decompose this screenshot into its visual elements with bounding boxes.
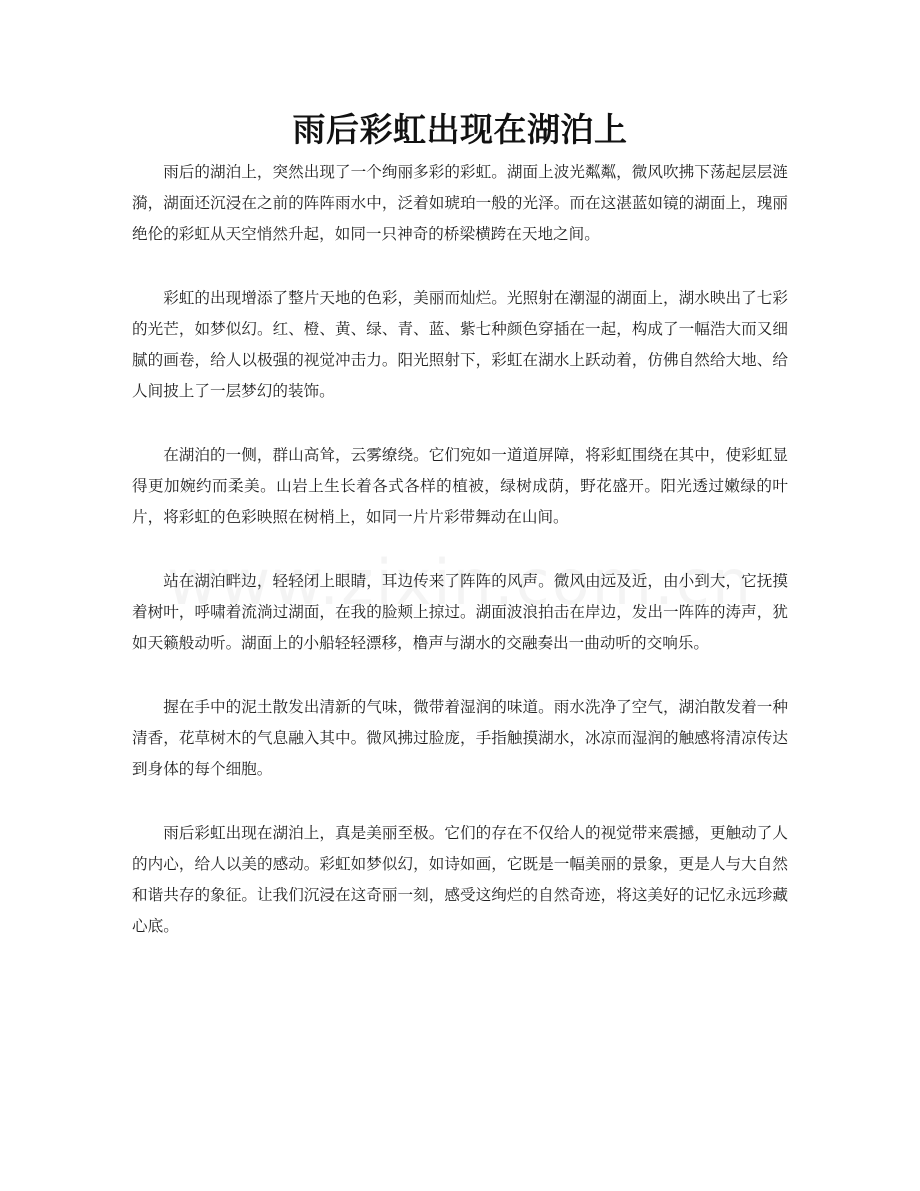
document-title: 雨后彩虹出现在湖泊上 bbox=[292, 110, 628, 149]
document-body bbox=[132, 157, 788, 975]
paragraph: 雨后彩虹出现在湖泊上，真是美丽至极。它们的存在不仅给人的视觉带来震撼，更触动了人的内心，给人以美的感动。彩虹如梦似幻，如诗如画，它既是一幅美丽的景象，更是人与大自然和谐共存的象征。让我们沉浸在这奇丽一刻，感受这绚烂的自然奇迹，将这美好的记忆永远珍藏心底。 bbox=[132, 824, 788, 935]
paragraph: 在湖泊的一侧，群山高耸，云雾缭绕。它们宛如一道道屏障，将彩虹围绕在其中，使彩虹显得更加婉约而柔美。山岩上生长着各式各样的植被，绿树成荫，野花盛开。阳光透过嫩绿的叶片，将彩虹的色彩映照在树梢上，如同一片片彩带舞动在山间。 bbox=[132, 446, 788, 526]
paragraph: 雨后的湖泊上，突然出现了一个绚丽多彩的彩虹。湖面上波光粼粼，微风吹拂下荡起层层涟漪，湖面还沉浸在之前的阵阵雨水中，泛着如琥珀一般的光泽。而在这湛蓝如镜的湖面上，瑰丽绝伦的彩虹从天空悄然升起，如同一只神奇的桥梁横跨在天地之间。 bbox=[132, 163, 788, 243]
paragraph: 站在湖泊畔边，轻轻闭上眼睛，耳边传来了阵阵的风声。微风由远及近，由小到大，它抚摸着树叶，呼啸着流淌过湖面，在我的脸颊上掠过。湖面波浪拍击在岸边，发出一阵阵的涛声，犹如天籁般动听。湖面上的小船轻轻漂移，橹声与湖水的交融奏出一曲动听的交响乐。 bbox=[132, 572, 788, 652]
paragraph: 彩虹的出现增添了整片天地的色彩，美丽而灿烂。光照射在潮湿的湖面上，湖水映出了七彩的光芒，如梦似幻。红、橙、黄、绿、青、蓝、紫七种颜色穿插在一起，构成了一幅浩大而又细腻的画卷，给人以极强的视觉冲击力。阳光照射下，彩虹在湖水上跃动着，仿佛自然给大地、给人间披上了一层梦幻的装饰。 bbox=[132, 289, 788, 400]
paragraph: 握在手中的泥土散发出清新的气味，微带着湿润的味道。雨水洗净了空气，湖泊散发着一种清香，花草树木的气息融入其中。微风拂过脸庞，手指触摸湖水，冰凉而湿润的触感将清凉传达到身体的每个细胞。 bbox=[132, 698, 788, 778]
